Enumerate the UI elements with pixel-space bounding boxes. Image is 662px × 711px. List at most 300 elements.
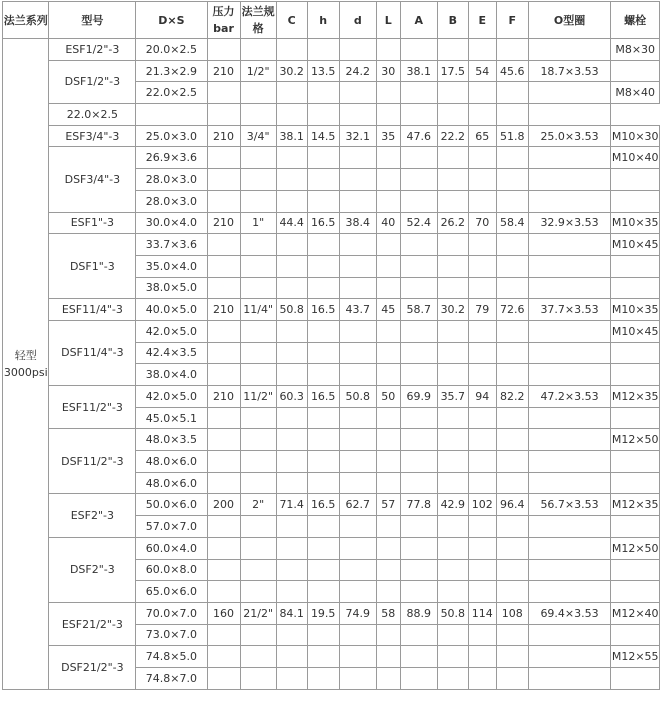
o-ring-cell bbox=[528, 169, 611, 191]
dxs-cell: 40.0×5.0 bbox=[136, 299, 207, 321]
table-row bbox=[3, 147, 660, 169]
l-cell bbox=[376, 342, 400, 364]
b-cell bbox=[437, 516, 468, 538]
dxs-cell: 74.8×7.0 bbox=[136, 667, 207, 689]
c-cell bbox=[276, 234, 307, 256]
d-cell bbox=[339, 277, 376, 299]
col-header-h: h bbox=[307, 2, 339, 39]
flange-size-cell: 21/2" bbox=[240, 602, 276, 624]
f-cell bbox=[496, 147, 528, 169]
e-cell bbox=[468, 537, 496, 559]
h-cell bbox=[307, 342, 339, 364]
d-cell: 38.4 bbox=[339, 212, 376, 234]
c-cell bbox=[276, 255, 307, 277]
f-cell: 58.4 bbox=[496, 212, 528, 234]
d-cell bbox=[339, 451, 376, 473]
flange-size-cell bbox=[240, 667, 276, 689]
o-ring-cell bbox=[528, 190, 611, 212]
o-ring-cell bbox=[528, 234, 611, 256]
dxs-cell: 42.4×3.5 bbox=[136, 342, 207, 364]
bolt-cell: M10×30 bbox=[611, 125, 660, 147]
o-ring-cell bbox=[528, 82, 611, 104]
pressure-cell: 210 bbox=[207, 386, 240, 408]
l-cell bbox=[376, 39, 400, 61]
l-cell: 40 bbox=[376, 212, 400, 234]
bolt-cell bbox=[611, 190, 660, 212]
c-cell bbox=[276, 537, 307, 559]
bolt-cell: M12×50 bbox=[611, 537, 660, 559]
table-row bbox=[3, 234, 660, 256]
b-cell: 30.2 bbox=[437, 299, 468, 321]
b-cell bbox=[437, 320, 468, 342]
h-cell bbox=[307, 451, 339, 473]
f-cell bbox=[496, 667, 528, 689]
dxs-cell: 50.0×6.0 bbox=[136, 494, 207, 516]
dxs-cell: 65.0×6.0 bbox=[136, 581, 207, 603]
a-cell bbox=[376, 104, 400, 126]
h-cell bbox=[307, 169, 339, 191]
flange-size-cell: 11/2" bbox=[240, 386, 276, 408]
a-cell: 69.9 bbox=[400, 386, 437, 408]
o-ring-cell: 56.7×3.53 bbox=[528, 494, 611, 516]
l-cell bbox=[376, 82, 400, 104]
e-cell: 114 bbox=[468, 602, 496, 624]
a-cell: 52.4 bbox=[400, 212, 437, 234]
f-cell bbox=[496, 407, 528, 429]
f-cell bbox=[496, 364, 528, 386]
a-cell bbox=[400, 190, 437, 212]
d-cell: 50.8 bbox=[339, 386, 376, 408]
o-ring-cell bbox=[528, 407, 611, 429]
l-cell bbox=[376, 169, 400, 191]
f-cell bbox=[496, 255, 528, 277]
l-cell bbox=[376, 667, 400, 689]
bolt-cell bbox=[611, 407, 660, 429]
e-cell bbox=[468, 472, 496, 494]
bolt-cell bbox=[611, 472, 660, 494]
flange-size-cell bbox=[240, 147, 276, 169]
f-cell bbox=[496, 537, 528, 559]
o-ring-cell bbox=[528, 537, 611, 559]
a-cell bbox=[400, 342, 437, 364]
a-cell bbox=[400, 516, 437, 538]
c-cell bbox=[276, 559, 307, 581]
col-header-model: 型号 bbox=[49, 2, 136, 39]
col-header-flange-size: 法兰规格 bbox=[240, 2, 276, 39]
c-cell: 30.2 bbox=[276, 60, 307, 82]
o-ring-cell bbox=[528, 255, 611, 277]
pressure-cell bbox=[207, 407, 240, 429]
d-cell bbox=[339, 472, 376, 494]
table-row bbox=[3, 60, 660, 82]
l-cell bbox=[376, 646, 400, 668]
c-cell bbox=[276, 39, 307, 61]
c-cell bbox=[276, 581, 307, 603]
b-cell bbox=[437, 429, 468, 451]
bolt-cell bbox=[611, 60, 660, 82]
model-cell: DSF21/2"-3 bbox=[49, 646, 136, 689]
a-cell bbox=[400, 667, 437, 689]
o-ring-cell: 69.4×3.53 bbox=[528, 602, 611, 624]
model-cell: ESF21/2"-3 bbox=[49, 602, 136, 645]
flange-size-cell bbox=[240, 516, 276, 538]
flange-size-cell: 3/4" bbox=[240, 125, 276, 147]
o-ring-cell bbox=[528, 559, 611, 581]
h-cell: 16.5 bbox=[307, 386, 339, 408]
h-cell bbox=[307, 646, 339, 668]
b-cell bbox=[437, 169, 468, 191]
col-header-c: C bbox=[276, 2, 307, 39]
dxs-cell: 20.0×2.5 bbox=[136, 39, 207, 61]
c-cell: 60.3 bbox=[276, 386, 307, 408]
h-cell: 14.5 bbox=[307, 125, 339, 147]
f-cell bbox=[496, 429, 528, 451]
c-cell bbox=[276, 320, 307, 342]
b-cell bbox=[437, 559, 468, 581]
e-cell: 65 bbox=[468, 125, 496, 147]
l-cell bbox=[376, 190, 400, 212]
h-cell bbox=[307, 190, 339, 212]
b-cell bbox=[437, 277, 468, 299]
pressure-cell: 160 bbox=[207, 602, 240, 624]
l-cell bbox=[376, 255, 400, 277]
pressure-cell bbox=[207, 82, 240, 104]
e-cell: 102 bbox=[468, 494, 496, 516]
c-cell bbox=[276, 667, 307, 689]
a-cell bbox=[400, 147, 437, 169]
flange-size-cell bbox=[240, 277, 276, 299]
o-ring-cell bbox=[528, 429, 611, 451]
a-cell bbox=[400, 320, 437, 342]
table-row bbox=[3, 494, 660, 516]
bolt-cell bbox=[611, 364, 660, 386]
pressure-cell bbox=[207, 277, 240, 299]
e-cell bbox=[468, 255, 496, 277]
d-cell bbox=[339, 537, 376, 559]
d-cell bbox=[339, 255, 376, 277]
dxs-cell: 60.0×4.0 bbox=[136, 537, 207, 559]
e-cell: 94 bbox=[468, 386, 496, 408]
o-ring-cell: 47.2×3.53 bbox=[528, 386, 611, 408]
dxs-cell: 22.0×2.5 bbox=[136, 82, 207, 104]
b-cell bbox=[437, 451, 468, 473]
dxs-cell: 33.7×3.6 bbox=[136, 234, 207, 256]
table-row bbox=[3, 39, 660, 61]
model-cell: ESF2"-3 bbox=[49, 494, 136, 537]
bolt-cell: M12×40 bbox=[611, 602, 660, 624]
table-body bbox=[3, 39, 660, 690]
a-cell bbox=[400, 234, 437, 256]
e-cell bbox=[468, 277, 496, 299]
l-cell bbox=[376, 537, 400, 559]
d-cell: 24.2 bbox=[339, 60, 376, 82]
bolt-cell: M10×45 bbox=[611, 234, 660, 256]
b-cell bbox=[437, 39, 468, 61]
bolt-cell: M12×50 bbox=[611, 429, 660, 451]
b-cell bbox=[437, 646, 468, 668]
h-cell bbox=[307, 581, 339, 603]
table-row bbox=[3, 386, 660, 408]
table-row bbox=[3, 646, 660, 668]
pressure-cell bbox=[207, 451, 240, 473]
o-ring-cell bbox=[528, 581, 611, 603]
table-row bbox=[3, 320, 660, 342]
c-cell: 38.1 bbox=[276, 125, 307, 147]
e-cell bbox=[437, 104, 468, 126]
l-cell bbox=[376, 320, 400, 342]
pressure-cell bbox=[207, 429, 240, 451]
model-cell: DSF11/4"-3 bbox=[49, 320, 136, 385]
bolt-cell bbox=[611, 451, 660, 473]
l-cell bbox=[376, 516, 400, 538]
d-cell bbox=[339, 429, 376, 451]
pressure-cell: 210 bbox=[207, 299, 240, 321]
f-cell bbox=[496, 39, 528, 61]
h-cell: 16.5 bbox=[307, 212, 339, 234]
c-cell bbox=[276, 407, 307, 429]
b-cell: 35.7 bbox=[437, 386, 468, 408]
bolt-cell bbox=[611, 255, 660, 277]
f-cell bbox=[496, 82, 528, 104]
d-cell: 74.9 bbox=[339, 602, 376, 624]
flange-size-cell bbox=[240, 451, 276, 473]
e-cell bbox=[468, 407, 496, 429]
f-cell bbox=[496, 581, 528, 603]
dxs-cell: 42.0×5.0 bbox=[136, 386, 207, 408]
h-cell bbox=[307, 39, 339, 61]
d-cell bbox=[307, 104, 339, 126]
c-cell: 50.8 bbox=[276, 299, 307, 321]
o-ring-cell bbox=[528, 516, 611, 538]
b-cell bbox=[400, 104, 437, 126]
bolt-cell: M10×35 bbox=[611, 212, 660, 234]
pressure-cell bbox=[207, 581, 240, 603]
d-cell bbox=[339, 364, 376, 386]
o-ring-cell bbox=[528, 646, 611, 668]
col-header-bolt: 螺栓 bbox=[611, 2, 660, 39]
pressure-cell bbox=[207, 646, 240, 668]
bolt-cell bbox=[611, 624, 660, 646]
col-header-series: 法兰系列 bbox=[3, 2, 49, 39]
dxs-cell: 42.0×5.0 bbox=[136, 320, 207, 342]
h-cell bbox=[307, 667, 339, 689]
c-cell bbox=[276, 364, 307, 386]
l-cell bbox=[376, 407, 400, 429]
c-cell: 71.4 bbox=[276, 494, 307, 516]
d-cell: 32.1 bbox=[339, 125, 376, 147]
h-cell bbox=[307, 234, 339, 256]
dxs-cell: 28.0×3.0 bbox=[136, 190, 207, 212]
flange-size-cell bbox=[240, 581, 276, 603]
l-cell: 57 bbox=[376, 494, 400, 516]
pressure-cell: 210 bbox=[207, 212, 240, 234]
l-cell bbox=[376, 234, 400, 256]
c-cell bbox=[240, 104, 276, 126]
model-cell: ESF1"-3 bbox=[49, 212, 136, 234]
c-cell bbox=[276, 624, 307, 646]
a-cell: 58.7 bbox=[400, 299, 437, 321]
h-cell: 19.5 bbox=[307, 602, 339, 624]
pressure-cell bbox=[207, 234, 240, 256]
h-cell: 16.5 bbox=[307, 299, 339, 321]
flange-size-cell bbox=[240, 472, 276, 494]
dxs-cell: 73.0×7.0 bbox=[136, 624, 207, 646]
dxs-cell: 38.0×4.0 bbox=[136, 364, 207, 386]
a-cell bbox=[400, 624, 437, 646]
f-cell bbox=[496, 234, 528, 256]
flange-size-cell: 11/4" bbox=[240, 299, 276, 321]
dxs-cell: 57.0×7.0 bbox=[136, 516, 207, 538]
d-cell bbox=[339, 516, 376, 538]
b-cell bbox=[437, 234, 468, 256]
a-cell bbox=[400, 429, 437, 451]
e-cell bbox=[468, 147, 496, 169]
l-cell: 30 bbox=[376, 60, 400, 82]
a-cell bbox=[400, 169, 437, 191]
e-cell bbox=[468, 624, 496, 646]
pressure-cell bbox=[207, 147, 240, 169]
model-cell: ESF11/4"-3 bbox=[49, 299, 136, 321]
b-cell: 50.8 bbox=[437, 602, 468, 624]
a-cell bbox=[400, 472, 437, 494]
b-cell bbox=[437, 624, 468, 646]
b-cell bbox=[437, 190, 468, 212]
dxs-cell: 22.0×2.5 bbox=[49, 104, 136, 126]
bolt-cell bbox=[611, 516, 660, 538]
d-cell bbox=[339, 646, 376, 668]
d-cell bbox=[339, 667, 376, 689]
e-cell bbox=[468, 559, 496, 581]
flange-size-cell bbox=[240, 624, 276, 646]
e-cell bbox=[468, 646, 496, 668]
f-cell bbox=[496, 451, 528, 473]
c-cell: 44.4 bbox=[276, 212, 307, 234]
a-cell: 38.1 bbox=[400, 60, 437, 82]
a-cell bbox=[400, 537, 437, 559]
f-cell: 51.8 bbox=[496, 125, 528, 147]
pressure-cell: 210 bbox=[207, 125, 240, 147]
col-header-o-ring: O型圈 bbox=[528, 2, 611, 39]
a-cell bbox=[400, 407, 437, 429]
l-cell bbox=[376, 451, 400, 473]
model-cell: DSF1"-3 bbox=[49, 234, 136, 299]
f-cell bbox=[468, 104, 496, 126]
c-cell bbox=[276, 342, 307, 364]
dxs-cell: 60.0×8.0 bbox=[136, 559, 207, 581]
col-header-b: B bbox=[437, 2, 468, 39]
flange-size-cell: 1/2" bbox=[240, 60, 276, 82]
pressure-cell: 200 bbox=[207, 494, 240, 516]
h-cell: 16.5 bbox=[307, 494, 339, 516]
e-cell: 70 bbox=[468, 212, 496, 234]
header-row bbox=[3, 2, 660, 39]
d-cell bbox=[339, 82, 376, 104]
f-cell bbox=[496, 624, 528, 646]
col-header-f: F bbox=[496, 2, 528, 39]
pressure-cell bbox=[207, 190, 240, 212]
bolt-cell: M8×30 bbox=[611, 39, 660, 61]
c-cell bbox=[276, 169, 307, 191]
d-cell bbox=[339, 234, 376, 256]
col-header-dxs: D×S bbox=[136, 2, 207, 39]
bolt-cell bbox=[611, 559, 660, 581]
model-cell: ESF1/2"-3 bbox=[49, 39, 136, 61]
d-cell: 43.7 bbox=[339, 299, 376, 321]
o-ring-cell: 32.9×3.53 bbox=[528, 212, 611, 234]
h-cell bbox=[307, 407, 339, 429]
flange-size-cell bbox=[240, 559, 276, 581]
f-cell bbox=[496, 169, 528, 191]
h-cell bbox=[307, 429, 339, 451]
h-cell bbox=[307, 277, 339, 299]
pressure-cell bbox=[207, 320, 240, 342]
pressure-cell bbox=[207, 169, 240, 191]
o-ring-cell bbox=[496, 104, 528, 126]
b-cell bbox=[437, 407, 468, 429]
d-cell bbox=[339, 407, 376, 429]
dxs-cell: 30.0×4.0 bbox=[136, 212, 207, 234]
o-ring-cell bbox=[528, 624, 611, 646]
dxs-cell: 48.0×3.5 bbox=[136, 429, 207, 451]
e-cell bbox=[468, 451, 496, 473]
b-cell bbox=[437, 364, 468, 386]
bolt-cell: M12×35 bbox=[611, 386, 660, 408]
l-cell: 58 bbox=[376, 602, 400, 624]
b-cell bbox=[437, 667, 468, 689]
dxs-cell: 35.0×4.0 bbox=[136, 255, 207, 277]
flange-size-cell: 2" bbox=[240, 494, 276, 516]
h-cell bbox=[307, 559, 339, 581]
dxs-cell: 25.0×3.0 bbox=[136, 125, 207, 147]
b-cell bbox=[437, 581, 468, 603]
h-cell bbox=[307, 624, 339, 646]
a-cell bbox=[400, 364, 437, 386]
e-cell bbox=[468, 429, 496, 451]
l-cell bbox=[376, 559, 400, 581]
l-cell bbox=[376, 472, 400, 494]
e-cell bbox=[468, 342, 496, 364]
flange-size-cell bbox=[240, 429, 276, 451]
l-cell: 45 bbox=[376, 299, 400, 321]
b-cell bbox=[437, 147, 468, 169]
e-cell bbox=[468, 234, 496, 256]
b-cell: 26.2 bbox=[437, 212, 468, 234]
d-cell: 62.7 bbox=[339, 494, 376, 516]
bolt-cell: M12×35 bbox=[611, 494, 660, 516]
flange-size-cell: 1" bbox=[240, 212, 276, 234]
l-cell bbox=[376, 364, 400, 386]
o-ring-cell bbox=[528, 320, 611, 342]
e-cell: 54 bbox=[468, 60, 496, 82]
pressure-cell bbox=[207, 667, 240, 689]
b-cell: 22.2 bbox=[437, 125, 468, 147]
flange-size-cell bbox=[240, 407, 276, 429]
o-ring-cell bbox=[528, 667, 611, 689]
l-cell: 35 bbox=[376, 125, 400, 147]
pressure-cell bbox=[207, 39, 240, 61]
o-ring-cell bbox=[528, 451, 611, 473]
flange-size-cell bbox=[240, 342, 276, 364]
l-cell bbox=[376, 581, 400, 603]
bolt-cell: M12×55 bbox=[611, 646, 660, 668]
col-header-a: A bbox=[400, 2, 437, 39]
dxs-cell: 74.8×5.0 bbox=[136, 646, 207, 668]
b-cell bbox=[437, 472, 468, 494]
o-ring-cell bbox=[528, 277, 611, 299]
flange-size-cell bbox=[207, 104, 240, 126]
o-ring-cell: 37.7×3.53 bbox=[528, 299, 611, 321]
model-cell: DSF2"-3 bbox=[49, 537, 136, 602]
